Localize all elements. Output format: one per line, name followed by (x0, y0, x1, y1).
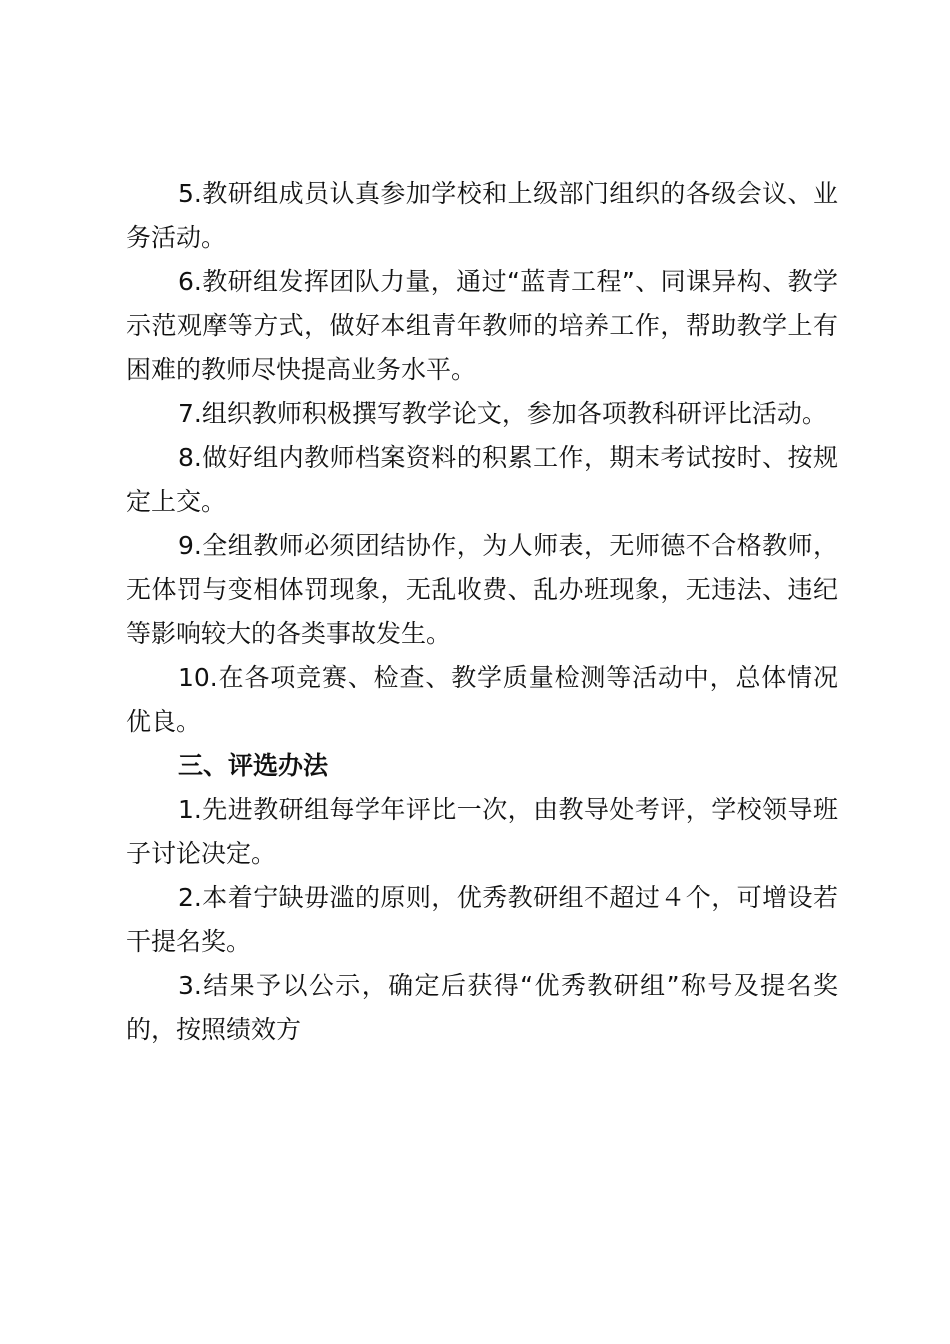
section-heading: 三、评选办法 (178, 751, 329, 780)
paragraph-item-6: 6.教研组发挥团队力量，通过“蓝青工程”、同课异构、教学示范观摩等方式，做好本组青年教师的培养工作，帮助教学上有困难的教师尽快提高业务水平。 (126, 267, 838, 384)
paragraph-item-8: 8.做好组内教师档案资料的积累工作，期末考试按时、按规定上交。 (126, 443, 838, 516)
paragraph-item-10: 10.在各项竞赛、检查、教学质量检测等活动中，总体情况优良。 (126, 663, 838, 736)
section-paragraph-2: 2.本着宁缺毋滥的原则，优秀教研组不超过４个，可增设若干提名奖。 (126, 883, 838, 956)
paragraph-item-7: 7.组织教师积极撰写教学论文，参加各项教科研评比活动。 (178, 399, 827, 428)
section-paragraph-3: 3.结果予以公示，确定后获得“优秀教研组”称号及提名奖的，按照绩效方 (126, 971, 838, 1044)
section-paragraph-1: 1.先进教研组每学年评比一次，由教导处考评，学校领导班子讨论决定。 (126, 795, 838, 868)
paragraph-item-9: 9.全组教师必须团结协作，为人师表，无师德不合格教师，无体罚与变相体罚现象，无乱收费、乱办班现象，无违法、违纪等影响较大的各类事故发生。 (126, 531, 838, 648)
paragraph-item-5: 5.教研组成员认真参加学校和上级部门组织的各级会议、业务活动。 (126, 179, 838, 252)
document-body (126, 172, 838, 1052)
